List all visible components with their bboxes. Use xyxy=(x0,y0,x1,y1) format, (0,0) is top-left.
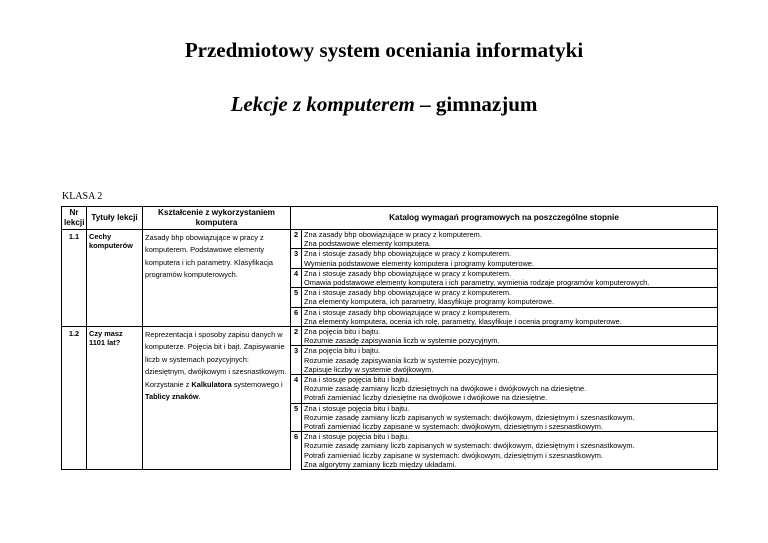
requirement-line: Zna i stosuje zasady bhp obowiązujące w pracy z komputerem. xyxy=(304,288,512,298)
requirement-line: Zna pojęcia bitu i bajtu. xyxy=(304,327,381,337)
school-level: gimnazjum xyxy=(435,92,538,116)
lesson-skills: Zasady bhp obowiązujące w pracy z komputerem. Podstawowe elementy komputera i ich parametry. Klasyfikacja programów komputerowych. xyxy=(143,230,291,327)
requirements-table xyxy=(61,206,718,470)
requirement-line: Rozumie zasadę zapisywania liczb w systemie pozycyjnym. xyxy=(304,336,500,346)
header-nr: Nr lekcji xyxy=(62,207,87,230)
skills-bold: Kalkulatora xyxy=(191,379,232,389)
table-header-row xyxy=(62,207,718,230)
grade-number: 6 xyxy=(291,432,302,470)
grade-requirements xyxy=(302,346,718,375)
grade-number: 5 xyxy=(291,288,302,307)
requirement-line: Wymienia podstawowe elementy komputera i programy komputerowe. xyxy=(304,258,534,268)
requirement-line: Zna elementy komputera, ich parametry, klasyfikuje programy komputerowe. xyxy=(304,297,555,307)
course-name: Lekcje z komputerem xyxy=(230,92,415,116)
table-row xyxy=(62,230,718,249)
header-titles: Tytuły lekcji xyxy=(87,207,143,230)
header-catalog: Katalog wymagań programowych na poszczególne stopnie xyxy=(291,207,718,230)
grade-requirements xyxy=(302,249,718,268)
grade-number: 3 xyxy=(291,346,302,375)
requirement-line: Zna i stosuje zasady bhp obowiązujące w pracy z komputerem. xyxy=(304,249,512,259)
requirement-line: Rozumie zasadę zamiany liczb zapisanych w systemach: dwójkowym, dziesiętnym i szesnastkowym. xyxy=(304,441,635,451)
grade-requirements xyxy=(302,432,718,470)
grade-requirements xyxy=(302,307,718,326)
requirement-line: Rozumie zasadę zamiany liczb zapisanych w systemach: dwójkowym, dziesiętnym i szesnastkowym. xyxy=(304,412,635,422)
grade-number: 4 xyxy=(291,375,302,404)
table-row xyxy=(62,327,718,346)
document-title: Przedmiotowy system oceniania informatyki xyxy=(184,38,584,62)
grade-requirements xyxy=(302,403,718,432)
requirement-line: Zna i stosuje pojęcia bitu i bajtu. xyxy=(304,403,410,413)
grade-requirements xyxy=(302,268,718,287)
grade-number: 6 xyxy=(291,307,302,326)
grade-number: 2 xyxy=(291,230,302,249)
skills-bold: Tablicy znaków xyxy=(145,392,199,402)
requirement-line: Omawia podstawowe elementy komputera i ich parametry, wymienia rodzaje programów komputerowych. xyxy=(304,278,650,288)
lesson-title: Czy masz 1101 lat? xyxy=(87,327,143,470)
requirement-line: Zna algorytmy zamiany liczb między układami. xyxy=(304,459,457,469)
requirement-line: Zapisuje liczby w systemie dwójkowym. xyxy=(304,364,434,374)
grade-number: 2 xyxy=(291,327,302,346)
requirement-line: Zna i stosuje zasady bhp obowiązujące w pracy z komputerem. xyxy=(304,268,512,278)
requirement-line: Potrafi zamieniać liczby zapisane w systemach: dwójkowym, dziesiętnym i szesnastkowym. xyxy=(304,450,604,460)
grade-requirements xyxy=(302,375,718,404)
grade-number: 5 xyxy=(291,403,302,432)
title-separator: – xyxy=(414,92,436,116)
requirement-line: Zna i stosuje pojęcia bitu i bajtu. xyxy=(304,432,410,442)
requirement-line: Rozumie zasadę zapisywania liczb w systemie pozycyjnym. xyxy=(304,355,500,365)
class-label: KLASA 2 xyxy=(62,191,103,202)
requirement-line: Zna podstawowe elementy komputera. xyxy=(304,239,431,249)
grade-requirements xyxy=(302,327,718,346)
lesson-title: Cechy komputerów xyxy=(87,230,143,327)
requirement-line: Zna pojęcia bitu i bajtu. xyxy=(304,346,381,356)
requirement-line: Zna i stosuje zasady bhp obowiązujące w pracy z komputerem. xyxy=(304,307,512,317)
header-skills: Kształcenie z wykorzystaniem komputera xyxy=(143,207,291,230)
skills-text: . xyxy=(198,392,201,402)
requirement-line: Zna i stosuje pojęcia bitu i bajtu. xyxy=(304,375,410,385)
grade-requirements xyxy=(302,288,718,307)
skills-text: systemowego i xyxy=(231,379,283,389)
skills-text: Reprezentacja i sposoby zapisu danych w komputerze. Pojęcia bit i bajt. Zapisywanie liczb w systemach pozycyjnych: dziesiętnym, dwójkowym i szesnastkowym. Korzystanie z xyxy=(145,330,287,389)
requirement-line: Potrafi zamieniać liczby zapisane w systemach: dwójkowym, dziesiętnym i szesnastkowym. xyxy=(304,422,604,432)
grade-requirements xyxy=(302,230,718,249)
requirement-line: Potrafi zamieniać liczby dziesiętne na dwójkowe i dwójkowe na dziesiętne. xyxy=(304,393,548,403)
requirement-line: Zna elementy komputera, ocenia ich rolę, parametry, klasyfikuje i ocenia programy komputerowe. xyxy=(304,316,622,326)
requirement-line: Rozumie zasadę zamiany liczb dziesiętnych na dwójkowe i dwójkowych na dziesiętne. xyxy=(304,384,587,394)
document-subtitle xyxy=(0,92,768,117)
requirement-line: Zna zasady bhp obowiązujące w pracy z komputerem. xyxy=(304,230,482,239)
grade-number: 3 xyxy=(291,249,302,268)
lesson-skills xyxy=(143,327,291,470)
grade-number: 4 xyxy=(291,268,302,287)
lesson-number: 1.1 xyxy=(62,230,87,327)
lesson-number: 1.2 xyxy=(62,327,87,470)
